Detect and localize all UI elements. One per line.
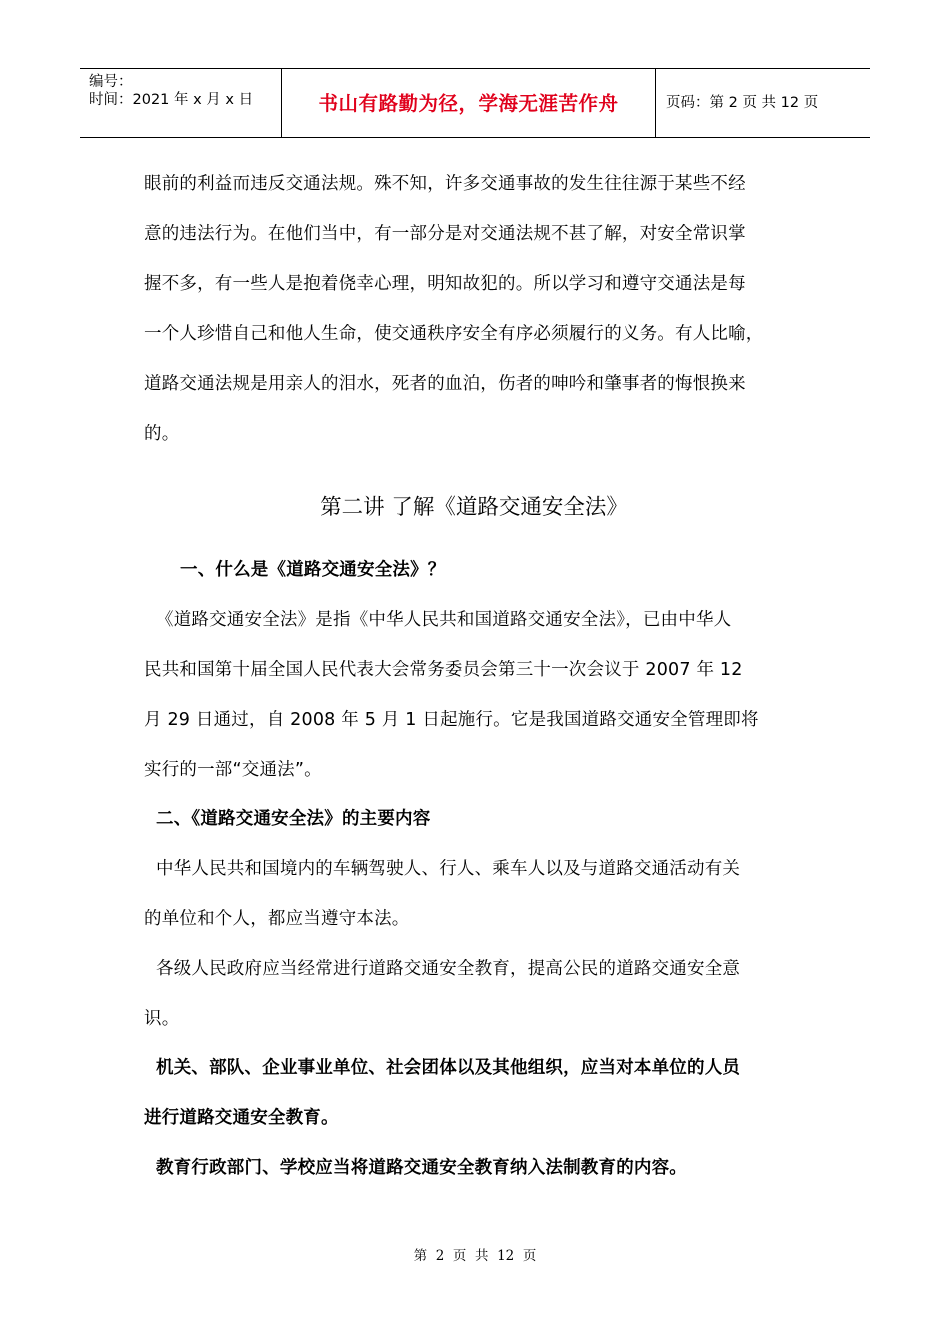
header-page-cell [656, 69, 870, 137]
paragraph-line: 意的违法行为。在他们当中，有一部分是对交通法规不甚了解，对安全常识掌 [144, 224, 746, 244]
paragraph-line: 眼前的利益而违反交通法规。殊不知，许多交通事故的发生往往源于某些不经 [144, 174, 746, 194]
paragraph-line: 实行的一部“交通法”。 [144, 760, 322, 780]
page-footer: 第 2 页 共 12 页 [413, 1248, 537, 1264]
section-heading: 二、《道路交通安全法》的主要内容 [156, 809, 431, 829]
page-info: 页码：第 2 页 共 12 页 [666, 95, 819, 111]
serial-label: 编号： [89, 74, 133, 90]
date-label: 时间：2021 年 x 月 x 日 [89, 92, 254, 108]
page-header [80, 68, 870, 138]
paragraph-line: 的单位和个人，都应当遵守本法。 [144, 909, 410, 929]
paragraph-line: 各级人民政府应当经常进行道路交通安全教育，提高公民的道路交通安全意 [156, 959, 741, 979]
paragraph-line: 握不多，有一些人是抱着侥幸心理，明知故犯的。所以学习和遵守交通法是每 [144, 274, 746, 294]
paragraph-line: 中华人民共和国境内的车辆驾驶人、行人、乘车人以及与道路交通活动有关 [156, 859, 741, 879]
paragraph-line: 道路交通法规是用亲人的泪水，死者的血泊，伤者的呻吟和肇事者的悔恨换来 [144, 374, 746, 394]
motto: 书山有路勤为径，学海无涯苦作舟 [318, 92, 619, 115]
header-meta-cell [80, 69, 282, 137]
paragraph-line: 教育行政部门、学校应当将道路交通安全教育纳入法制教育的内容。 [156, 1158, 687, 1178]
paragraph-line: 一个人珍惜自己和他人生命，使交通秩序安全有序必须履行的义务。有人比喻， [144, 324, 764, 344]
paragraph-line: 的。 [144, 424, 180, 444]
paragraph-line: 识。 [144, 1009, 180, 1029]
paragraph-line: 民共和国第十届全国人民代表大会常务委员会第三十一次会议于 2007 年 12 [144, 660, 743, 680]
header-motto-cell [282, 69, 656, 137]
paragraph-line: 进行道路交通安全教育。 [144, 1108, 339, 1128]
section-heading: 一、什么是《道路交通安全法》？ [180, 560, 446, 580]
paragraph-line: 机关、部队、企业事业单位、社会团体以及其他组织，应当对本单位的人员 [156, 1058, 741, 1078]
lecture-title: 第二讲 了解《道路交通安全法》 [320, 495, 628, 520]
paragraph-line: 《道路交通安全法》是指《中华人民共和国道路交通安全法》，已由中华人 [156, 610, 732, 630]
paragraph-line: 月 29 日通过，自 2008 年 5 月 1 日起施行。它是我国道路交通安全管理即将 [144, 710, 759, 730]
